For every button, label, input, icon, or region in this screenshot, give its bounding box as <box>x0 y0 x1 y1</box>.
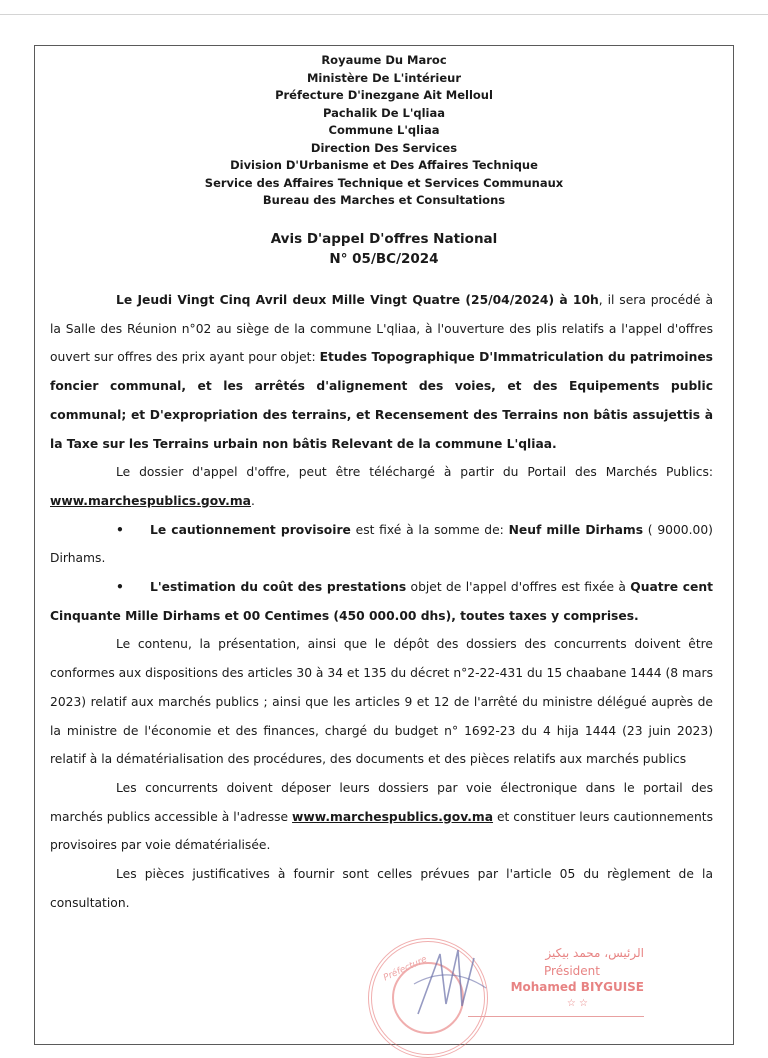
signature-stars: ☆ ☆ <box>566 998 588 1009</box>
estimate-amount: Quatre cent Cinquante Mille Dirhams et 00 Centimes (450 000.00 dhs), toutes taxes y comprises. <box>50 580 713 623</box>
paragraph-regulations: Le contenu, la présentation, ainsi que le dépôt des dossiers des concurrents doivent être conformes aux dispositions des articles 30 à 34 et 135 du décret n°2-22-431 du 15 chaabane 1444 (8 mars 2023) relatif aux marchés publics ; ainsi que les articles 9 et 12 de l'arrêté du ministre délégué auprès de la ministre de l'économie et des finances, chargé du budget n° 1692-23 du 4 hija 1444 (23 juin 2023) relatif à la dématérialisation des procédures, des documents et des pièces relatifs aux marchés publics <box>50 637 713 767</box>
header-commune: Commune L'qliaa <box>328 123 440 137</box>
download-text: Le dossier d'appel d'offre, peut être téléchargé à partir du Portail des Marchés Publics: <box>116 465 713 480</box>
bullet-guarantee <box>50 516 713 573</box>
header-division: Division D'Urbanisme et Des Affaires Technique <box>230 158 538 172</box>
portal-link-2[interactable]: www.marchespublics.gov.ma <box>292 809 494 824</box>
guarantee-tail: ( 9000.00) Dirhams. <box>50 522 713 566</box>
paragraph-submission <box>50 774 713 860</box>
signature-block <box>468 944 644 1017</box>
estimate-label: L'estimation du coût des prestations <box>150 580 407 595</box>
header-direction: Direction Des Services <box>310 140 458 155</box>
header-ministry: Ministère De L'intérieur <box>306 70 462 85</box>
signature-arabic: الرئيس، محمد بيكيز <box>545 946 644 960</box>
guarantee-amount: Neuf mille Dirhams <box>508 522 644 537</box>
bullet-icon: • <box>116 522 124 537</box>
signature-name: Mohamed BIYGUISE <box>510 980 644 994</box>
bullet-estimate <box>50 573 713 630</box>
estimate-text: objet de l'appel d'offres est fixée à <box>406 580 631 595</box>
stamp-text: Préfecture <box>382 954 429 984</box>
header-kingdom: Royaume Du Maroc <box>321 53 447 67</box>
header-service: Service des Affaires Technique et Services Communaux <box>204 175 564 190</box>
guarantee-label: Le cautionnement provisoire <box>150 522 351 537</box>
header-bureau: Bureau des Marches et Consultations <box>262 193 506 207</box>
opening-text: , il sera procédé à la Salle des Réunion n°02 au siège de la commune L'qliaa, à l'ouverture des plis relatifs a l'appel d'offres ouvert sur offres des prix ayant pour objet: <box>50 293 713 365</box>
notice-number: N° 05/BC/2024 <box>329 251 439 267</box>
header-pachalik: Pachalik De L'qliaa <box>322 105 445 120</box>
notice-title-line: Avis D'appel D'offres National <box>270 231 498 247</box>
paragraph-download <box>50 458 713 515</box>
notice-title <box>0 229 768 269</box>
guarantee-text: est fixé à la somme de: <box>350 522 509 537</box>
paragraph-opening <box>50 286 713 458</box>
bullet-icon: • <box>116 580 124 595</box>
submission-text: Les concurrents doivent déposer leurs dossiers par voie électronique dans le portail des marchés publics accessible à l'adresse <box>50 780 713 824</box>
scan-edge-line <box>0 14 768 15</box>
submission-end: et constituer leurs cautionnements provisoires par voie dématérialisée. <box>50 809 713 853</box>
tender-object: Etudes Topographique D'Immatriculation du patrimoines foncier communal, et les arrêtés d'alignement des voies, et des Equipements public communal; et D'expropriation des terrains, et Recensement des Terrains non bâtis assujettis à la Taxe sur les Terrains urbain non bâtis Relevant de la commune L'qliaa. <box>50 350 713 451</box>
paragraph-documents: Les pièces justificatives à fournir sont celles prévues par l'article 05 du règlement de la consultation. <box>50 867 713 910</box>
letterhead <box>0 52 768 210</box>
header-prefecture: Préfecture D'inezgane Ait Melloul <box>275 88 493 102</box>
portal-link[interactable]: www.marchespublics.gov.ma <box>50 493 251 508</box>
notice-body <box>50 286 713 917</box>
opening-date: Le Jeudi Vingt Cinq Avril deux Mille Vingt Quatre (25/04/2024) à 10h <box>116 293 599 307</box>
download-end: . <box>250 493 255 508</box>
signature-role: Président <box>544 964 600 978</box>
